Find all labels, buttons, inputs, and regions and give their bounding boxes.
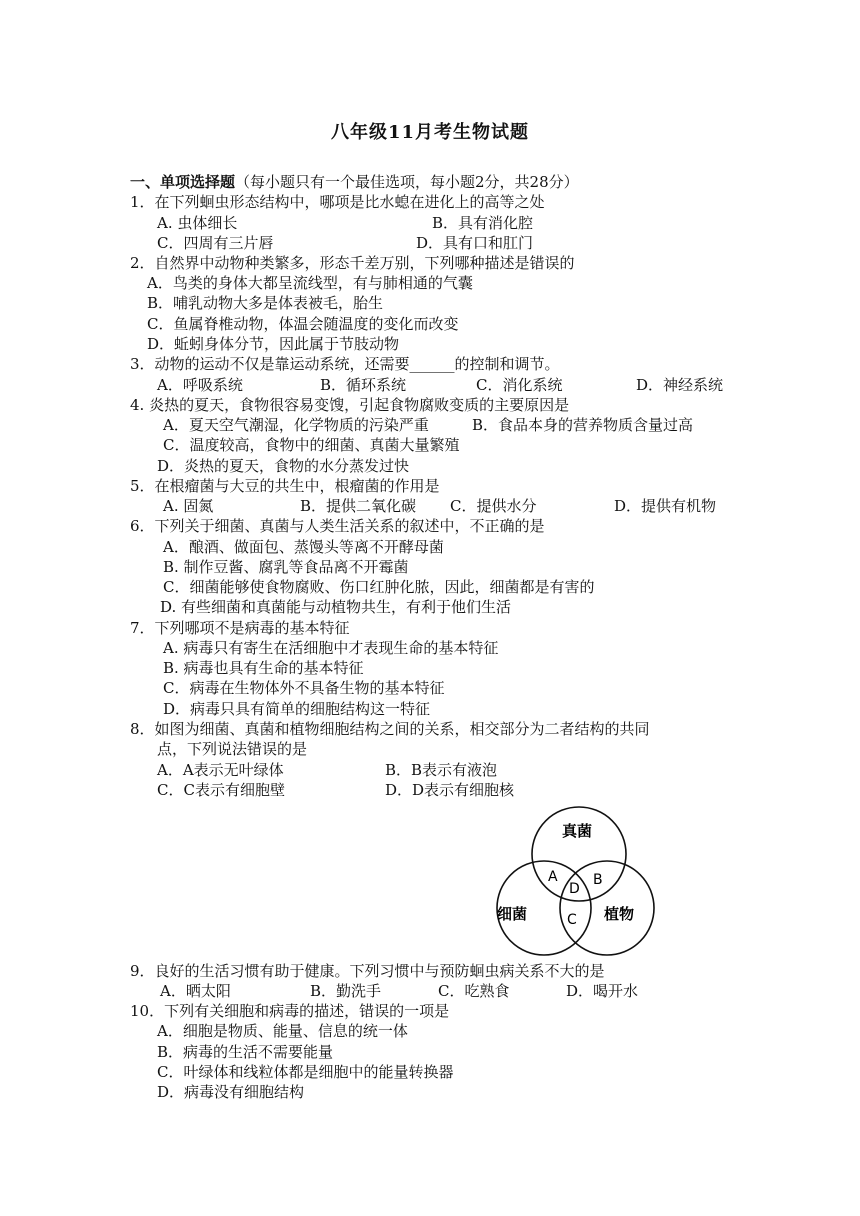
question-6-stem: 6．下列关于细菌、真菌与人类生活关系的叙述中，不正确的是 — [130, 517, 545, 535]
question-8-stem: 8．如图为细菌、真菌和植物细胞结构之间的关系，相交部分为二者结构的共同 — [130, 720, 650, 738]
question-9-option-c: C．吃熟食 — [438, 982, 510, 1000]
question-2-option-b: B．哺乳动物大多是体表被毛，胎生 — [147, 294, 384, 312]
question-6-option-a: A．酿酒、做面包、蒸馒头等离不开酵母菌 — [163, 538, 444, 556]
question-4-option-d: D．炎热的夏天，食物的水分蒸发过快 — [157, 457, 410, 475]
question-6-option-b: B. 制作豆酱、腐乳等食品离不开霉菌 — [163, 558, 409, 576]
venn-label-bacteria: 细菌 — [497, 905, 528, 923]
question-5-option-b: B．提供二氧化碳 — [300, 497, 417, 515]
question-7-option-d: D．病毒只具有简单的细胞结构这一特征 — [163, 700, 431, 718]
question-4-stem: 4. 炎热的夏天，食物很容易变馊，引起食物腐败变质的主要原因是 — [130, 396, 570, 414]
venn-label-plant: 植物 — [604, 905, 635, 923]
venn-region-a: A — [548, 869, 558, 885]
page-title: 八年级11月考生物试题 — [330, 122, 530, 143]
venn-diagram — [492, 806, 662, 956]
question-10-option-a: A．细胞是物质、能量、信息的统一体 — [157, 1022, 408, 1040]
section-note: （每小题只有一个最佳选项，每小题2分，共28分） — [235, 173, 579, 191]
question-8-option-d: D．D表示有细胞核 — [385, 781, 515, 799]
question-2-stem: 2．自然界中动物种类繁多，形态千差万别，下列哪种描述是错误的 — [130, 254, 575, 272]
question-10-option-d: D．病毒没有细胞结构 — [157, 1083, 305, 1101]
question-2-option-c: C．鱼属脊椎动物，体温会随温度的变化而改变 — [147, 315, 459, 333]
question-10-option-c: C．叶绿体和线粒体都是细胞中的能量转换器 — [157, 1063, 454, 1081]
question-5-stem: 5．在根瘤菌与大豆的共生中，根瘤菌的作用是 — [130, 477, 440, 495]
question-8-option-c: C．C表示有细胞壁 — [157, 781, 285, 799]
question-1-option-a: A. 虫体细长 — [157, 214, 238, 232]
question-6-option-d: D. 有些细菌和真菌能与动植物共生，有利于他们生活 — [160, 598, 512, 616]
question-4-option-b: B．食品本身的营养物质含量过高 — [472, 416, 694, 434]
question-7-option-a: A. 病毒只有寄生在活细胞中才表现生命的基本特征 — [163, 639, 499, 657]
question-1-stem: 1．在下列蛔虫形态结构中，哪项是比水螅在进化上的高等之处 — [130, 193, 545, 211]
question-6-option-c: C．细菌能够使食物腐败、伤口红肿化脓，因此，细菌都是有害的 — [163, 578, 595, 596]
question-10-stem: 10．下列有关细胞和病毒的描述，错误的一项是 — [130, 1002, 450, 1020]
question-1-option-d: D．具有口和肛门 — [416, 234, 534, 252]
question-7-option-c: C．病毒在生物体外不具备生物的基本特征 — [163, 679, 445, 697]
section-heading — [130, 172, 579, 192]
venn-region-b: B — [593, 872, 603, 888]
question-1-option-b: B．具有消化腔 — [432, 214, 534, 232]
question-9-stem: 9．良好的生活习惯有助于健康。下列习惯中与预防蛔虫病关系不大的是 — [130, 962, 605, 980]
question-5-option-c: C．提供水分 — [450, 497, 537, 515]
question-2-option-d: D．蚯蚓身体分节，因此属于节肢动物 — [147, 335, 400, 353]
question-10-option-b: B．病毒的生活不需要能量 — [157, 1043, 334, 1061]
question-8-option-a: A．A表示无叶绿体 — [157, 761, 284, 779]
question-4-option-a: A．夏天空气潮湿，化学物质的污染严重 — [163, 416, 429, 434]
section-title: 一、单项选择题 — [130, 173, 236, 191]
question-2-option-a: A．鸟类的身体大都呈流线型，有与肺相通的气囊 — [147, 274, 473, 292]
question-3-option-a: A．呼吸系统 — [157, 376, 243, 394]
question-3-option-d: D．神经系统 — [636, 376, 724, 394]
question-7-stem: 7．下列哪项不是病毒的基本特征 — [130, 619, 350, 637]
question-4-option-c: C．温度较高，食物中的细菌、真菌大量繁殖 — [163, 436, 460, 454]
question-5-option-a: A. 固氮 — [163, 497, 214, 515]
question-8-stem-continued: 点，下列说法错误的是 — [157, 740, 308, 758]
question-9-option-b: B．勤洗手 — [310, 982, 382, 1000]
question-3-option-c: C．消化系统 — [476, 376, 563, 394]
venn-label-fungi: 真菌 — [562, 822, 593, 840]
question-1-option-c: C．四周有三片唇 — [157, 234, 274, 252]
question-3-option-b: B．循环系统 — [320, 376, 407, 394]
question-9-option-d: D．喝开水 — [566, 982, 639, 1000]
question-7-option-b: B. 病毒也具有生命的基本特征 — [163, 659, 364, 677]
question-8-option-b: B．B表示有液泡 — [385, 761, 498, 779]
question-9-option-a: A．晒太阳 — [160, 982, 231, 1000]
question-5-option-d: D．提供有机物 — [614, 497, 717, 515]
question-3-stem: 3．动物的运动不仅是靠运动系统，还需要______的控制和调节。 — [130, 355, 560, 373]
venn-region-d: D — [569, 881, 580, 897]
venn-region-c: C — [567, 912, 577, 928]
